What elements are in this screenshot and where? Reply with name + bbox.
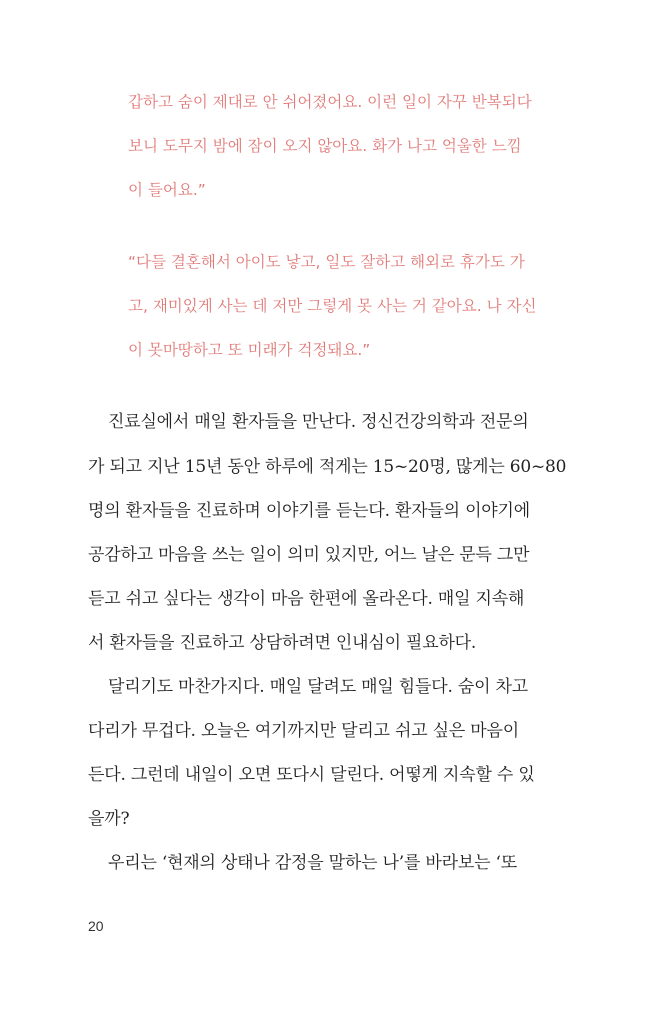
body-line: 우리는 ‘현재의 상태나 감정을 말하는 나’를 바라보는 ‘또 bbox=[108, 853, 517, 873]
page-number: 20 bbox=[88, 918, 104, 934]
quote-line: 갑하고 숨이 제대로 안 쉬어졌어요. 이런 일이 자꾸 반복되다 bbox=[128, 93, 532, 111]
quote-line: 고, 재미있게 사는 데 저만 그렇게 못 사는 거 같아요. 나 자신 bbox=[128, 297, 537, 315]
body-line: 을까? bbox=[88, 809, 130, 829]
body-line: 달리기도 마찬가지다. 매일 달려도 매일 힘들다. 숨이 차고 bbox=[108, 677, 528, 697]
body-line: 명의 환자들을 진료하며 이야기를 듣는다. 환자들의 이야기에 bbox=[88, 501, 530, 521]
body-line: 서 환자들을 진료하고 상담하려면 인내심이 필요하다. bbox=[88, 633, 477, 653]
quote-line: 이 못마땅하고 또 미래가 걱정돼요.” bbox=[128, 341, 371, 359]
quote-line: 이 들어요.” bbox=[128, 181, 206, 199]
quote-line: 보니 도무지 밤에 잠이 오지 않아요. 화가 나고 억울한 느낌 bbox=[128, 137, 522, 155]
body-line: 진료실에서 매일 환자들을 만난다. 정신건강의학과 전문의 bbox=[108, 412, 529, 432]
body-line: 다리가 무겁다. 오늘은 여기까지만 달리고 쉬고 싶은 마음이 bbox=[88, 721, 519, 741]
body-line: 든다. 그런데 내일이 오면 또다시 달린다. 어떻게 지속할 수 있 bbox=[88, 765, 535, 785]
body-line: 듣고 쉬고 싶다는 생각이 마음 한편에 올라온다. 매일 지속해 bbox=[88, 589, 525, 609]
body-line: 공감하고 마음을 쓰는 일이 의미 있지만, 어느 날은 문득 그만 bbox=[88, 545, 530, 565]
body-line: 가 되고 지난 15년 동안 하루에 적게는 15~20명, 많게는 60~80 bbox=[88, 457, 567, 477]
quote-line: “다들 결혼해서 아이도 낳고, 일도 잘하고 해외로 휴가도 가 bbox=[128, 253, 525, 271]
